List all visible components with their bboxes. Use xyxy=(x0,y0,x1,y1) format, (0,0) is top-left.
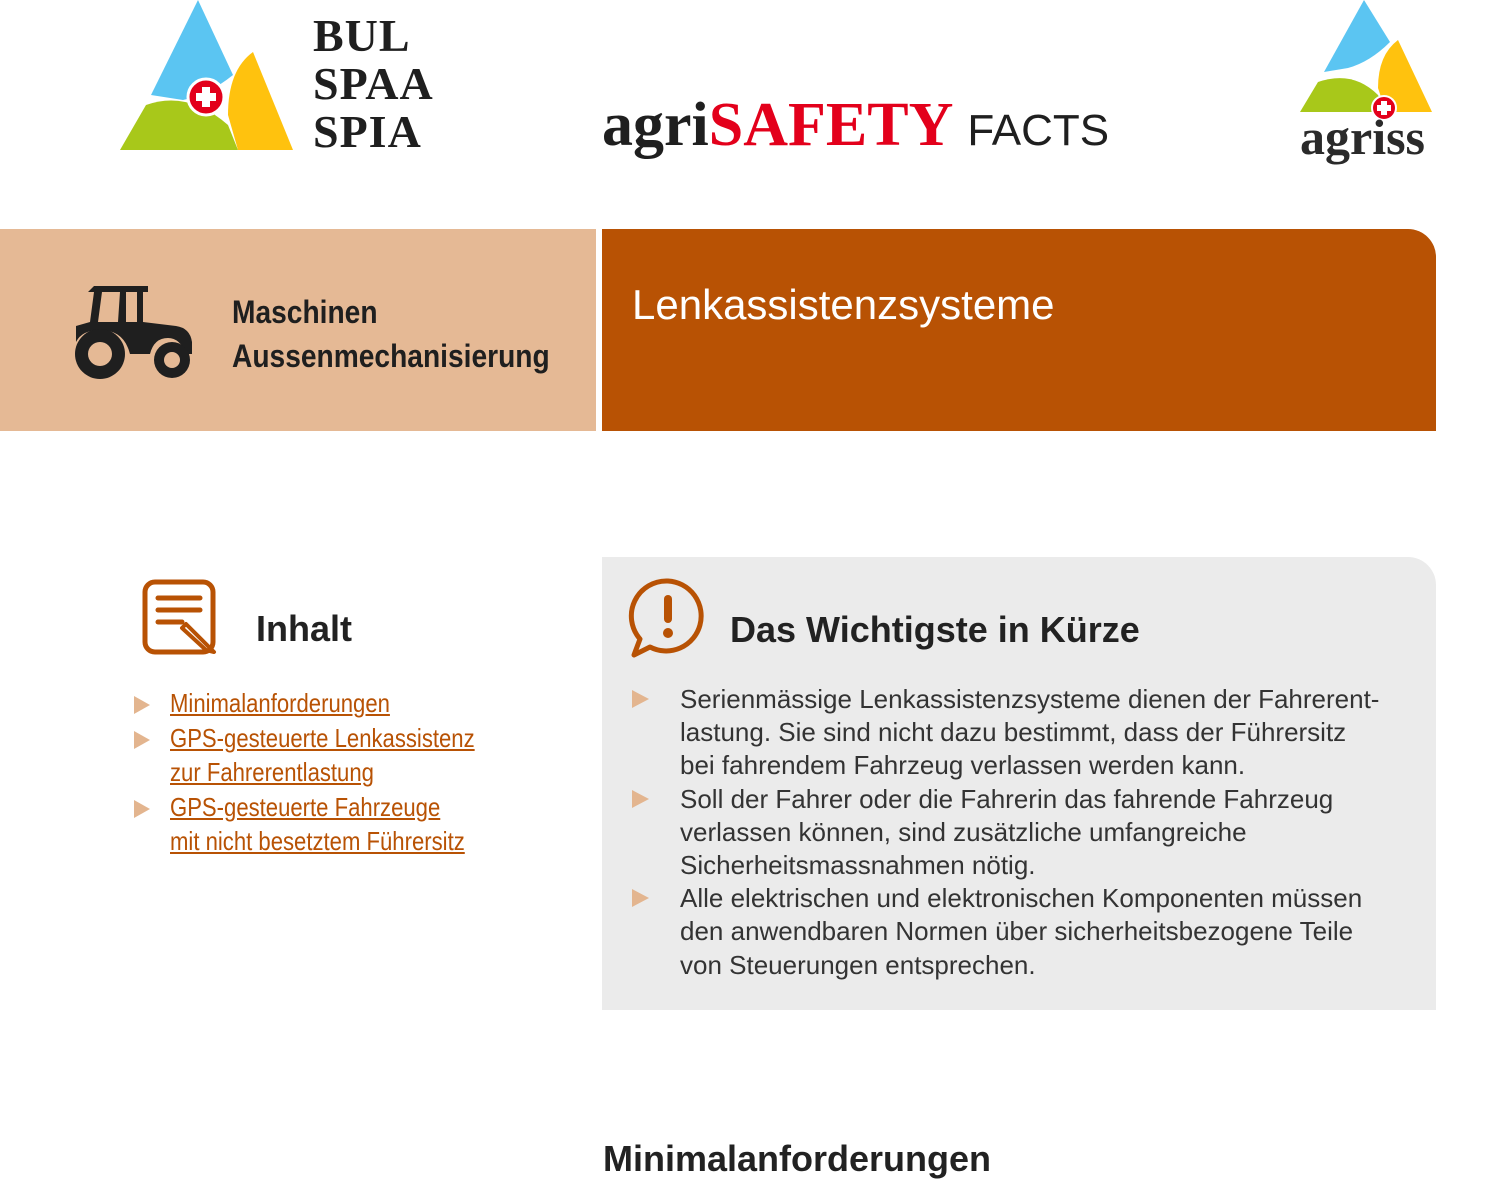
summary-list xyxy=(632,683,1412,982)
summary-item-3-line-1: Alle elektrischen und elektronischen Komponenten müssen xyxy=(680,883,1363,914)
title-facts: FACTS xyxy=(967,106,1110,155)
tractor-icon xyxy=(68,282,196,385)
summary-item-1-line-3: bei fahrendem Fahrzeug verlassen werden kann. xyxy=(680,750,1246,781)
exclamation-bubble-icon xyxy=(628,577,708,664)
toc-item[interactable] xyxy=(134,790,574,859)
agriss-logo xyxy=(1298,0,1438,170)
summary-item-2-line-1: Soll der Fahrer oder die Fahrerin das fahrende Fahrzeug xyxy=(680,783,1334,814)
bul-logo-line-2: SPAA xyxy=(313,58,434,109)
toc-link-gps-fahrzeuge-line-2[interactable]: mit nicht besetztem Führersitz xyxy=(170,826,465,856)
summary-item xyxy=(632,882,1412,982)
toc-link-minimalanforderungen[interactable]: Minimalanforderungen xyxy=(170,688,390,718)
triangle-right-icon xyxy=(632,889,649,907)
toc-link-gps-fahrzeuge[interactable]: GPS-gesteuerte Fahrzeuge xyxy=(170,791,441,822)
bul-logo xyxy=(118,0,448,165)
topic-title: Lenkassistenzsysteme xyxy=(632,281,1055,328)
summary-item-2-line-3: Sicherheitsmassnahmen nötig. xyxy=(680,850,1036,881)
bul-triangle-logo-icon xyxy=(118,0,298,160)
agriss-logo-text: agriss xyxy=(1300,109,1425,165)
category-label xyxy=(232,290,550,378)
summary-item-2-line-2: verlassen können, sind zusätzliche umfangreiche xyxy=(680,816,1247,847)
toc-link-gps-lenkassistenz-line-2[interactable]: zur Fahrerentlastung xyxy=(170,757,374,787)
category-line-2: Aussenmechanisierung xyxy=(232,338,550,374)
triangle-right-icon xyxy=(134,696,150,714)
summary-item xyxy=(632,683,1412,783)
document-pen-icon xyxy=(140,578,220,663)
summary-item-1-line-1: Serienmässige Lenkassistenzsysteme dienen der Fahrerent- xyxy=(680,684,1380,714)
topic-banner xyxy=(602,229,1436,431)
bul-logo-line-3: SPIA xyxy=(313,106,422,157)
triangle-right-icon xyxy=(134,731,150,749)
title-agri: agri xyxy=(602,91,709,159)
triangle-right-icon xyxy=(632,790,649,808)
triangle-right-icon xyxy=(134,800,150,818)
summary-item xyxy=(632,783,1412,883)
category-line-1: Maschinen xyxy=(232,294,378,330)
agrisafety-facts-title xyxy=(602,90,1122,170)
summary-title: Das Wichtigste in Kürze xyxy=(730,609,1140,650)
toc-link-gps-lenkassistenz[interactable]: GPS-gesteuerte Lenkassistenz xyxy=(170,722,475,753)
title-safety: SAFETY xyxy=(708,91,954,159)
summary-item-1-line-2: lastung. Sie sind nicht dazu bestimmt, dass der Führersitz xyxy=(680,717,1347,748)
toc-item[interactable] xyxy=(134,721,574,790)
table-of-contents xyxy=(134,686,574,859)
inhalt-title: Inhalt xyxy=(256,608,352,649)
summary-item-3-line-2: den anwendbaren Normen über sicherheitsbezogene Teile xyxy=(680,916,1354,947)
agriss-triangle-logo-icon xyxy=(1298,0,1438,120)
summary-item-3-line-3: von Steuerungen entsprechen. xyxy=(680,949,1036,980)
toc-item[interactable] xyxy=(134,686,574,721)
section-heading: Minimalanforderungen xyxy=(603,1138,992,1179)
bul-logo-line-1: BUL xyxy=(313,10,411,61)
summary-box xyxy=(602,557,1436,1010)
triangle-right-icon xyxy=(632,690,649,708)
